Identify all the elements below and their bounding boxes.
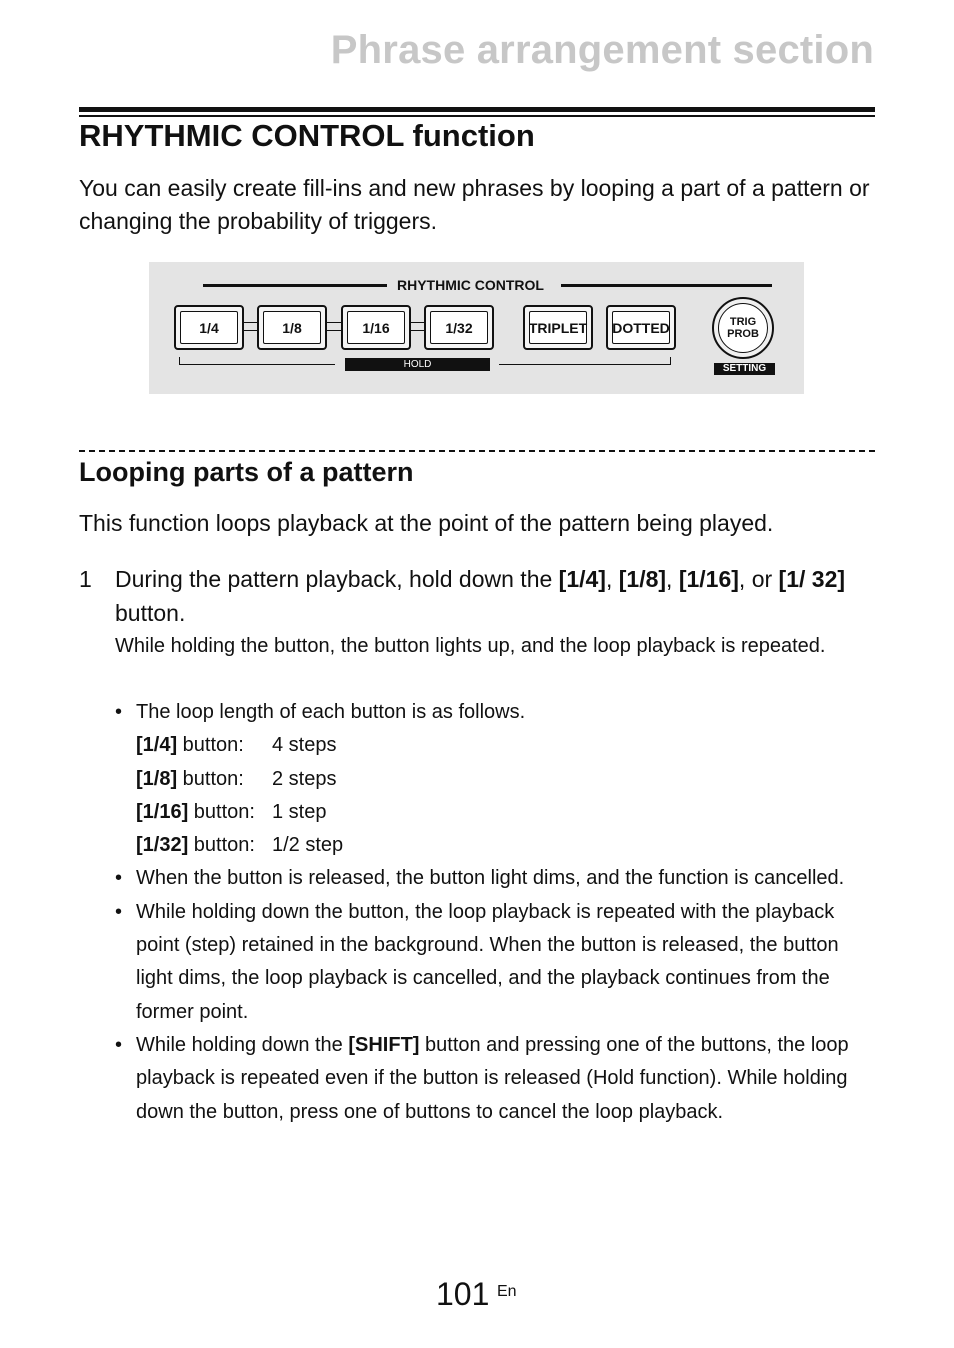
subsection-description: This function loops playback at the point of the pattern being played. — [79, 510, 774, 536]
panel-title-line-left — [203, 284, 387, 287]
panel-button-sixteenth: 1/16 — [341, 305, 411, 350]
bullet-item: • The loop length of each button is as follows. [1/4] button: 4 steps [1/8] button: 2 steps [1/16] button: 1 step [1/32] button: 1/2 step — [115, 696, 875, 862]
page-number: 101 — [436, 1276, 490, 1312]
section-divider — [79, 450, 875, 452]
loop-length-row: [1/16] button: 1 step — [136, 800, 327, 823]
panel-title: RHYTHMIC CONTROL — [397, 277, 544, 293]
intro-paragraph: You can easily create fill-ins and new phrases by looping a part of a pattern or changing the probability of triggers. — [79, 175, 870, 234]
bullet-item: • When the button is released, the button light dims, and the function is cancelled. — [115, 867, 845, 890]
step-number: 1 — [79, 566, 92, 592]
title-rule-thin — [79, 115, 875, 117]
rhythmic-control-panel-illustration — [149, 262, 804, 394]
panel-button-triplet: TRIPLET — [523, 305, 593, 350]
step-instruction: During the pattern playback, hold down the [1/4], [1/8], [1/16], or [1/ 32] button. — [115, 566, 846, 626]
key-quarter: [1/4] — [558, 566, 606, 592]
key-shift: [SHIFT] — [348, 1033, 420, 1056]
loop-length-row: [1/4] button: 4 steps — [136, 734, 337, 757]
page-language: En — [497, 1283, 517, 1300]
step-result: While holding the button, the button lights up, and the loop playback is repeated. — [115, 635, 826, 657]
loop-length-row: [1/32] button: 1/2 step — [136, 834, 344, 857]
hold-bracket-right — [499, 357, 671, 365]
bullet-item: • While holding down the [SHIFT] button and pressing one of the buttons, the loop playback is repeated even if the button is released (Hold function). While holding down the button, press one of buttons to cancel the loop playback. — [115, 1033, 849, 1123]
subsection-title: Looping parts of a pattern — [79, 457, 414, 487]
panel-button-quarter: 1/4 — [174, 305, 244, 350]
panel-title-line-right — [561, 284, 772, 287]
key-eighth: [1/8] — [618, 566, 667, 592]
trig-label: TRIG — [729, 316, 757, 328]
hold-label: HOLD — [345, 358, 490, 371]
trig-prob-knob — [712, 297, 774, 359]
panel-button-eighth: 1/8 — [257, 305, 327, 350]
hold-bracket-left — [179, 357, 335, 365]
page-title: RHYTHMIC CONTROL function — [79, 118, 535, 153]
setting-label: SETTING — [714, 363, 775, 375]
key-thirty-second: [1/ 32] — [778, 566, 846, 592]
bullet-list — [115, 696, 875, 1129]
panel-button-dotted: DOTTED — [606, 305, 676, 350]
button-joint — [244, 322, 258, 331]
section-header-title: Phrase arrangement section — [330, 28, 874, 72]
button-joint — [327, 322, 341, 331]
panel-button-thirty-second: 1/32 — [424, 305, 494, 350]
title-rule-thick — [79, 107, 875, 112]
bullet-item: • While holding down the button, the loop playback is repeated with the playback point (step) retained in the background. When the button is released, the button light dims, the loop playback is cancelled, and the playback continues from the former point. — [115, 900, 839, 1023]
button-joint — [411, 322, 425, 331]
loop-length-row: [1/8] button: 2 steps — [136, 767, 337, 790]
key-sixteenth: [1/16] — [678, 566, 739, 592]
prob-label: PROB — [727, 328, 759, 340]
